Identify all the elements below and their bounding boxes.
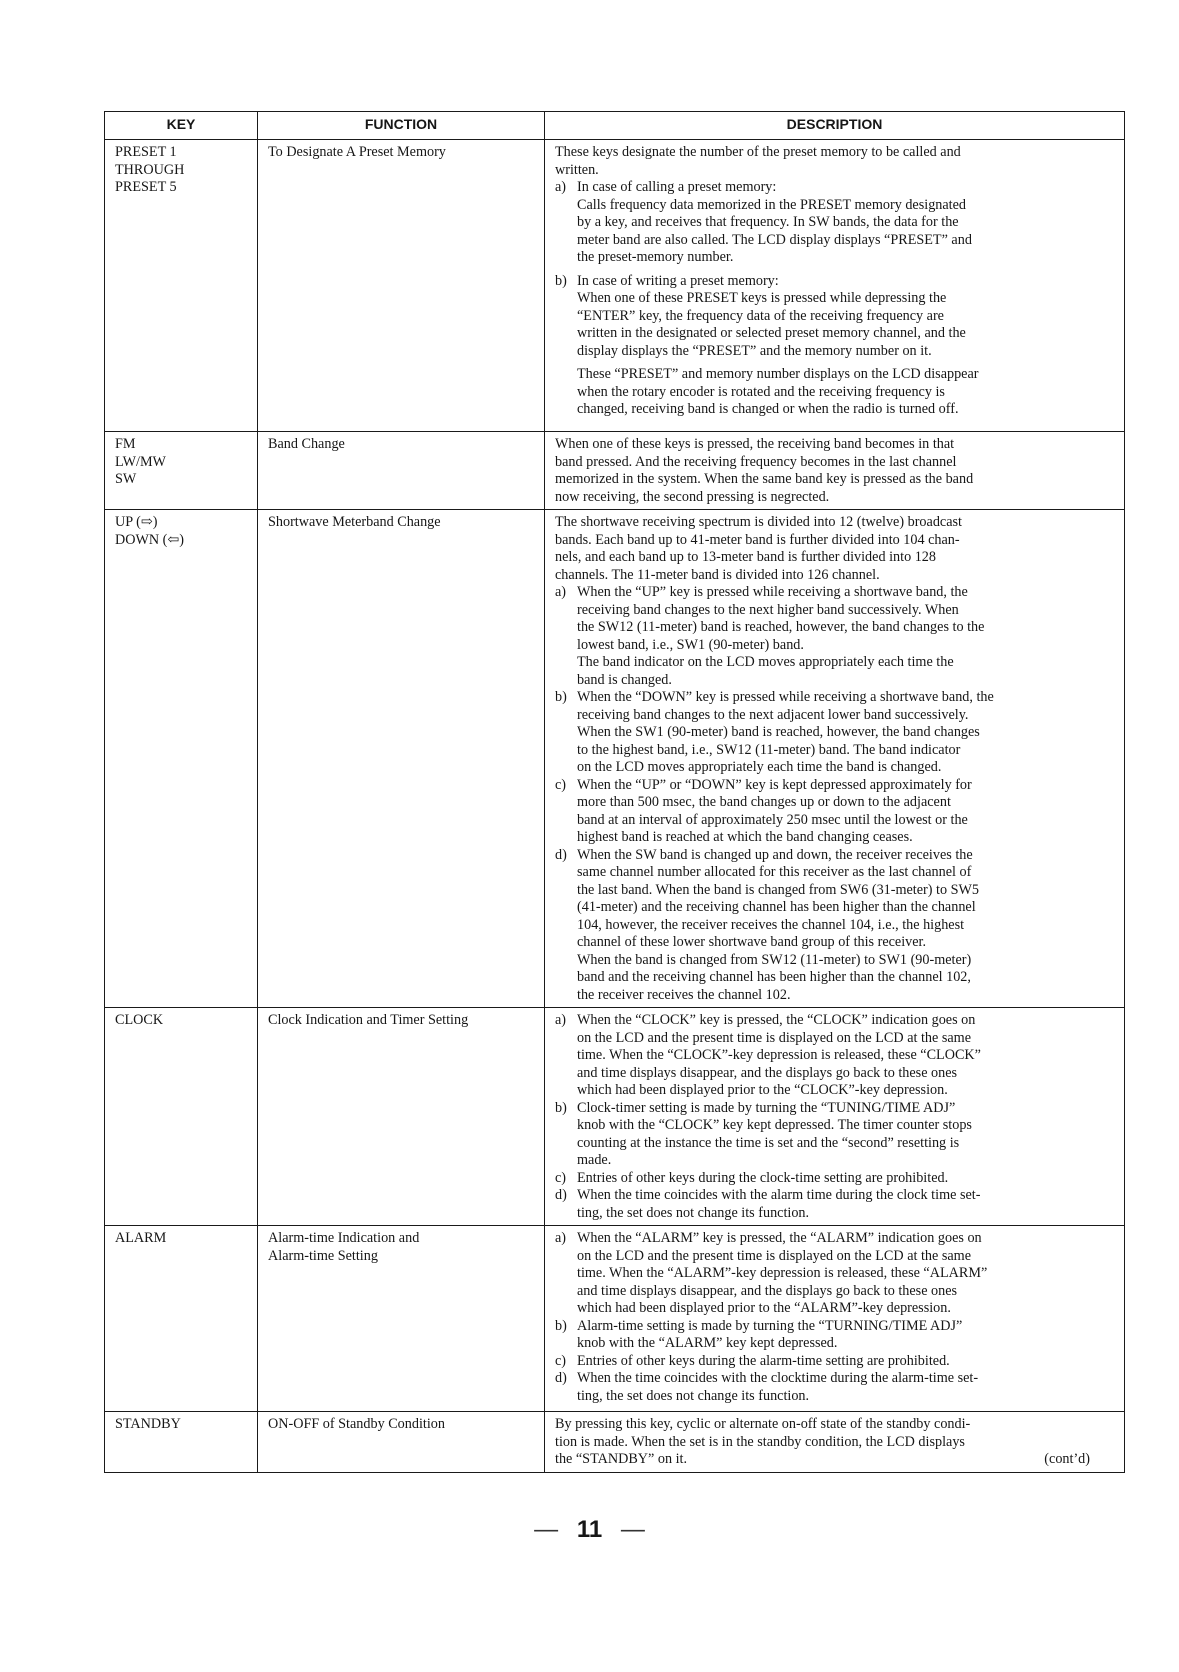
- item-text: When the “UP” key is pressed while receiving a shortwave band, the receiving band changes to the next higher band successively. When the SW12 (11-meter) band is reached, however, the band changes to the lowest band, i.e., SW1 (90-meter) band. The band indicator on the LCD moves appropriately each time the band is changed.: [577, 584, 985, 688]
- item-label: b): [555, 272, 567, 289]
- list-item: [555, 1170, 1114, 1188]
- key-cell: FM LW/MW SW: [105, 432, 258, 510]
- description-cell: [545, 432, 1125, 510]
- item-label: b): [555, 689, 567, 705]
- item-label: a): [555, 1012, 567, 1028]
- item-text: Entries of other keys during the alarm-time setting are prohibited.: [577, 1352, 950, 1369]
- item-label: a): [555, 179, 567, 195]
- page-number: [0, 1516, 1179, 1544]
- description-intro: The shortwave receiving spectrum is divided into 12 (twelve) broadcast bands. Each band up to 41-meter band is further divided into 104 chan- nels, and each band up to 13-meter band is further divided into 128 channels. The 11-meter band is divided into 126 channel.: [555, 514, 962, 583]
- function-cell: Clock Indication and Timer Setting: [258, 1008, 545, 1226]
- list-item: [555, 1100, 1114, 1170]
- item-label: c): [555, 1169, 567, 1186]
- table-row-standby: [105, 1412, 1125, 1473]
- list-item: [555, 689, 1114, 777]
- page-dash-right: —: [620, 1516, 645, 1543]
- item-text: When the SW band is changed up and down, the receiver receives the same channel number allocated for this receiver as the last channel of the last band. When the band is changed from SW6 (31-meter) to SW5 (41-meter) and the receiving channel has been higher than the channel 104, however, the receiver receives the channel 104, i.e., the highest channel of these lower shortwave band group of this receiver. When the band is changed from SW12 (11-meter) to SW1 (90-meter) band and the receiving channel has been higher than the channel 102, the receiver receives the channel 102.: [577, 846, 980, 1003]
- key-cell: ALARM: [105, 1226, 258, 1412]
- item-text: In case of writing a preset memory: When one of these PRESET keys is pressed while depressing the “ENTER” key, the frequency data of the receiving frequency are written in the designated or selected preset memory channel, and the display displays the “PRESET” and the memory number on it.: [577, 272, 966, 359]
- table-row-preset: [105, 140, 1125, 432]
- description-intro: These keys designate the number of the preset memory to be called and written.: [555, 144, 961, 178]
- list-item: [555, 847, 1114, 1005]
- page-dash-left: —: [534, 1516, 559, 1543]
- list-item: [555, 584, 1114, 689]
- function-cell: Shortwave Meterband Change: [258, 510, 545, 1008]
- item-text: When the “CLOCK” key is pressed, the “CLOCK” indication goes on on the LCD and the present time is displayed on the LCD at the same time. When the “CLOCK”-key depression is released, these “CLOCK” and time displays disappear, and the displays go back to these ones which had been displayed prior to the “CLOCK”-key depression.: [577, 1012, 981, 1098]
- key-cell: PRESET 1 THROUGH PRESET 5: [105, 140, 258, 432]
- table-row-meterband: [105, 510, 1125, 1008]
- list-item: [555, 1230, 1114, 1318]
- description-last-text: the “STANDBY” on it.: [555, 1451, 688, 1467]
- item-label: b): [555, 1099, 567, 1116]
- item-text: When the time coincides with the alarm time during the clock time set- ting, the set does not change its function.: [577, 1187, 981, 1221]
- description-cell: [545, 510, 1125, 1008]
- item-text: Entries of other keys during the clock-time setting are prohibited.: [577, 1169, 949, 1186]
- description-intro: When one of these keys is pressed, the receiving band becomes in that band pressed. And the receiving frequency becomes in the last channel memorized in the system. When the same band key is pressed as the band now receiving, the second pressing is negrected.: [555, 436, 974, 505]
- item-label: c): [555, 776, 567, 793]
- item-text: When the “UP” or “DOWN” key is kept depressed approximately for more than 500 msec, the band changes up or down to the adjacent band at an interval of approximately 250 msec until the lowest or the highest band is reached at which the band changing ceases.: [577, 776, 972, 845]
- item-text: When the time coincides with the clocktime during the alarm-time set- ting, the set does not change its function.: [577, 1370, 979, 1404]
- key-function-table: [104, 111, 1125, 1473]
- table-header-row: [105, 112, 1125, 140]
- item-label: c): [555, 1352, 567, 1369]
- item-text: Clock-timer setting is made by turning the “TUNING/TIME ADJ” knob with the “CLOCK” key kept depressed. The timer counter stops counting at the instance the time is set and the “second” resetting is made.: [577, 1099, 972, 1168]
- item-text: Alarm-time setting is made by turning the “TURNING/TIME ADJ” knob with the “ALARM” key kept depressed.: [577, 1317, 963, 1351]
- page-number-value: 11: [576, 1516, 603, 1543]
- list-item: [555, 1353, 1114, 1371]
- key-cell: STANDBY: [105, 1412, 258, 1473]
- key-cell: UP (⇨) DOWN (⇦): [105, 510, 258, 1008]
- key-cell: CLOCK: [105, 1008, 258, 1226]
- item-text: When the “ALARM” key is pressed, the “ALARM” indication goes on on the LCD and the present time is displayed on the LCD at the same time. When the “ALARM”-key depression is released, these “ALARM” and time displays disappear, and the displays go back to these ones which had been displayed prior to the “ALARM”-key depression.: [577, 1230, 988, 1316]
- table-row-alarm: [105, 1226, 1125, 1412]
- table-row-band: [105, 432, 1125, 510]
- function-cell: ON-OFF of Standby Condition: [258, 1412, 545, 1473]
- item-label: d): [555, 846, 567, 863]
- item-text: When the “DOWN” key is pressed while receiving a shortwave band, the receiving band changes to the next adjacent lower band successively. When the SW1 (90-meter) band is reached, however, the band changes to the highest band, i.e., SW12 (11-meter) band. The band indicator on the LCD moves appropriately each time the band is changed.: [577, 689, 994, 775]
- list-item: [555, 1012, 1114, 1100]
- list-item: [555, 1370, 1114, 1405]
- continued-note: (cont’d): [1044, 1451, 1090, 1467]
- function-cell: To Designate A Preset Memory: [258, 140, 545, 432]
- header-description: DESCRIPTION: [545, 112, 1125, 140]
- description-cell: [545, 1412, 1125, 1473]
- list-item: [555, 777, 1114, 847]
- list-item: [555, 1187, 1114, 1222]
- header-function: FUNCTION: [258, 112, 545, 140]
- item-label: d): [555, 1370, 567, 1386]
- list-item: [555, 179, 1114, 267]
- description-cell: [545, 1008, 1125, 1226]
- function-cell: Band Change: [258, 432, 545, 510]
- function-cell: Alarm-time Indication and Alarm-time Setting: [258, 1226, 545, 1412]
- description-note: These “PRESET” and memory number displays on the LCD disappear when the rotary encoder is rotated and the receiving frequency is changed, receiving band is changed or when the radio is turned off.: [577, 366, 979, 417]
- item-label: a): [555, 584, 567, 600]
- header-key: KEY: [105, 112, 258, 140]
- item-label: b): [555, 1317, 567, 1334]
- item-label: a): [555, 1230, 567, 1246]
- item-text: In case of calling a preset memory: Calls frequency data memorized in the PRESET memory designated by a key, and receives that frequency. In SW bands, the data for the meter band are also called. The LCD display displays “PRESET” and the preset-memory number.: [577, 179, 972, 265]
- item-label: d): [555, 1187, 567, 1203]
- description-last-line: [555, 1451, 1114, 1469]
- table-row-clock: [105, 1008, 1125, 1226]
- description-cell: [545, 1226, 1125, 1412]
- description-cell: [545, 140, 1125, 432]
- list-item: [555, 1318, 1114, 1353]
- list-item: [555, 273, 1114, 361]
- description-intro: By pressing this key, cyclic or alternate on-off state of the standby condi- tion is made. When the set is in the standby condition, the LCD displays: [555, 1416, 971, 1450]
